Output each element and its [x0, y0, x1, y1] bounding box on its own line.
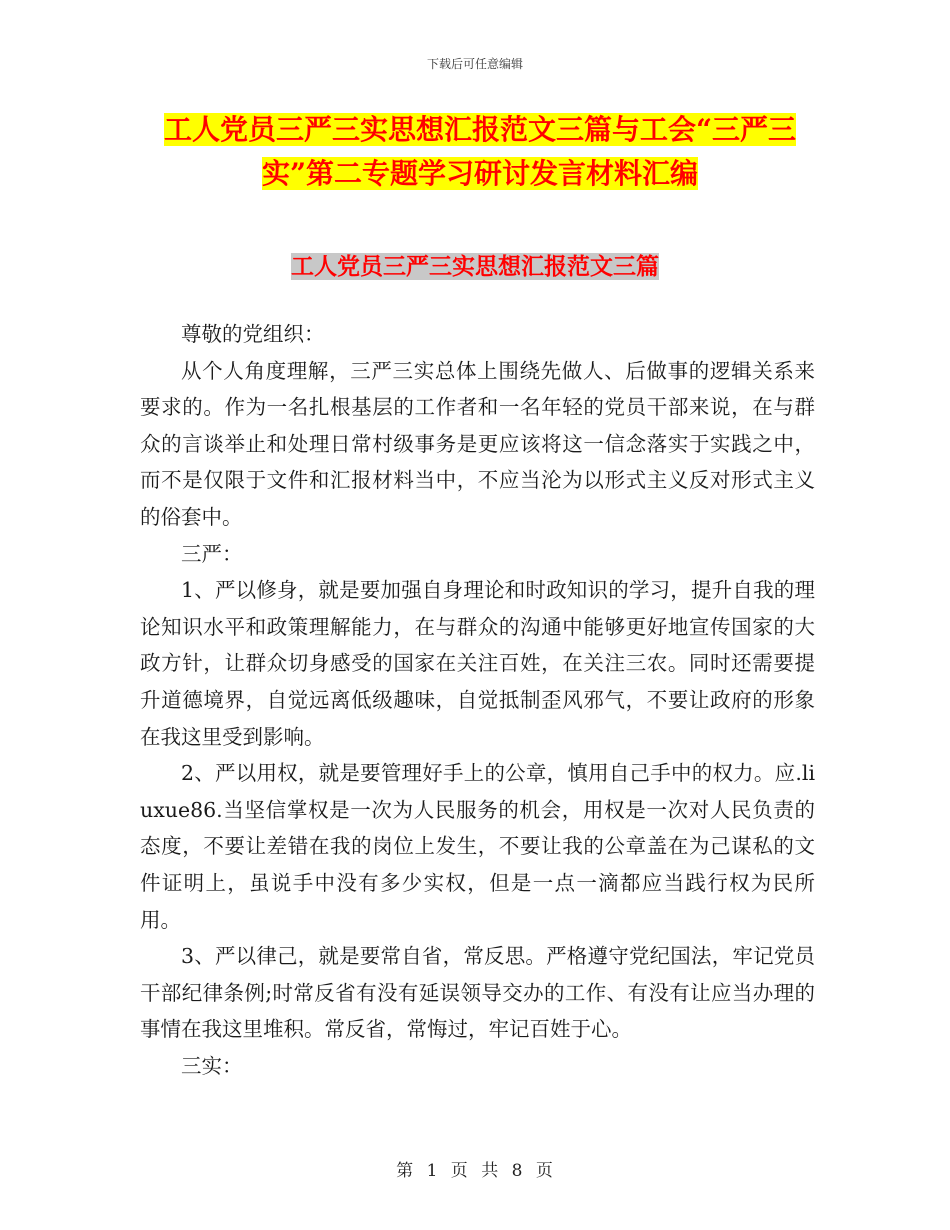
footer-total-pages: 8 [511, 1161, 524, 1181]
section-title [0, 248, 950, 281]
section-title-text: 工人党员三严三实思想汇报范文三篇 [291, 253, 659, 280]
document-title-line-2-text: 实”第二专题学习研讨发言材料汇编 [261, 157, 699, 190]
header-note: 下载后可任意编辑 [426, 57, 523, 71]
paragraph-intro: 从个人角度理解，三严三实总体上围绕先做人、后做事的逻辑关系来要求的。作为一名扎根基层的工作者和一名年轻的党员干部来说，在与群众的言谈举止和处理日常村级事务是更应该将这一信念落实于实践之中，而不是仅限于文件和汇报材料当中，不应当沦为以形式主义反对形式主义的俗套中。 [140, 358, 815, 529]
paragraph-heading-san-yan: 三严： [181, 541, 243, 566]
paragraph-salutation: 尊敬的党组织： [181, 322, 325, 346]
footer-page-number: 1 [426, 1161, 439, 1181]
paragraph-heading-san-shi: 三实： [181, 1053, 243, 1078]
footer-total-word: 共 [481, 1161, 500, 1181]
footer-suffix: 页 [535, 1161, 554, 1181]
paragraph-item-3: 3、严以律己，就是要常自省，常反思。严格遵守党纪国法，牢记党员干部纪律条例;时常反省有没有延误领导交办的工作、有没有让应当办理的事情在我这里堆积。常反省，常悔过，牢记百姓于心。 [140, 944, 815, 1042]
footer-prefix: 第 [396, 1161, 415, 1181]
document-title [140, 108, 820, 196]
footer-page-word: 页 [450, 1161, 469, 1181]
paragraph-item-2: 2、严以用权，就是要管理好手上的公章，慎用自己手中的权力。应.liuxue86.当坚信掌权是一次为人民服务的机会，用权是一次对人民负责的态度，不要让差错在我的岗位上发生，不要让我的公章盖在为己谋私的文件证明上，虽说手中没有多少实权，但是一点一滴都应当践行权为民所用。 [140, 761, 815, 932]
page-footer [0, 1156, 950, 1181]
paragraph-item-1: 1、严以修身，就是要加强自身理论和时政知识的学习，提升自我的理论知识水平和政策理解能力，在与群众的沟通中能够更好地宣传国家的大政方针，让群众切身感受的国家在关注百姓，在关注三农。同时还需要提升道德境界，自觉远离低级趣味，自觉抵制歪风邪气，不要让政府的形象在我这里受到影响。 [140, 578, 815, 749]
document-title-line-1-text: 工人党员三严三实思想汇报范文三篇与工会“三严三 [163, 113, 797, 146]
document-title-line-1 [140, 108, 820, 152]
document-body [140, 316, 815, 1084]
document-title-line-2 [140, 152, 820, 196]
